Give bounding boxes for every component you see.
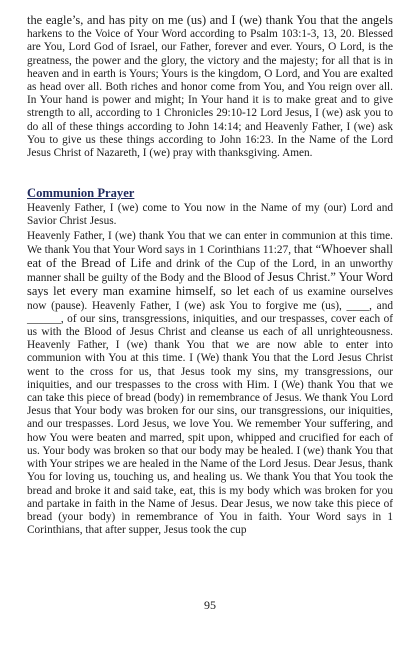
communion-text-part-3: each of us examine ourselves now (pause). Heavenly Father, I (we) ask You to forgive me (us), ____, and ______, of our sins, transgressions, iniquities, and our trespasses, cover each of us with the Blood of Jesus Christ and cleanse us each of all unrighteousness. Heavenly Father, I (we) thank You that we are now able to enter into communion with You at this time. I (We) thank You that the Lord Jesus Christ went to the cross for us, that Jesus took my sins, my transgressions, our iniquities, and our trespasses to the cross with Him. I (We) thank You that we can take this piece of bread (body) in remembrance of Jesus. We thank You Lord Jesus that Your body was broken for our sins, our transgressions, our iniquities, and our trespasses. Lord Jesus, we love You. We remember Your suffering, and how You were beaten and marred, spit upon, whipped and crucified for each of us. Your body was broken so that our body may be healed. I (we) thank You that with Your stripes we are healed in the Name of the Lord Jesus. Dear Jesus, thank You for loving us, touching us, and healing us. We thank You that You took the bread and broke it and said take, eat, this is my body which was broken for you and partake in faith in the Name of Jesus. Dear Jesus, we now take this piece of bread (your body) in remembrance of You in faith. Your Word says in 1 Corinthians, that after supper, Jesus took the cup: [27, 286, 394, 537]
scripture-quote-1: that “Whoever shall eat of the Bread of Life: [27, 241, 394, 271]
lead-line: the eagle’s, and has pity on me (us) and I (we) thank You that the angels: [27, 13, 393, 27]
communion-text-part-1: Heavenly Father, I (we) thank You that we can enter in communion at this time. We thank You that Your Word says in 1 Corinthians 11:27,: [27, 229, 393, 256]
communion-text-part-2: and drink of the Cup of the Lord, in an unworthy manner shall be guilty of the Body and the Blood: [27, 258, 393, 285]
opening-prayer-paragraph: [27, 14, 393, 160]
scripture-quote-2: of Jesus Christ.” Your Word says let every man examine himself, so let: [27, 270, 393, 299]
communion-intro-paragraph: [27, 202, 393, 228]
opening-prayer-text: harkens to the Voice of Your Word according to Psalm 103:1-3, 13, 20. Blessed are You, Lord God of Israel, our Father, forever and ever. Yours, O Lord, is the greatness, the power and the glory, the victory and the majesty; for all that is in heaven and in earth is Yours; Yours is the kingdom, O Lord, and You are exalted as head over all. Both riches and honor come from You, and You reign over all. In Your hand is power and might; In Your hand it is to make great and to give strength to all, according to 1 Chronicles 29:10-12 Lord Jesus, I (we) ask you to do all of these things according to John 14:14; and Heavenly Father, I (we) ask You to give us these things according to John 16:23. In the Name of the Lord Jesus Christ of Nazareth, I (we) pray with thanksgiving. Amen.: [27, 28, 393, 160]
page-number: 95: [204, 598, 216, 612]
communion-intro-text: Heavenly Father, I (we) come to You now in the Name of my (our) Lord and Savior Christ Jesus.: [27, 202, 393, 228]
section-heading: Communion Prayer: [27, 186, 135, 201]
communion-prayer-paragraph: [27, 230, 393, 538]
